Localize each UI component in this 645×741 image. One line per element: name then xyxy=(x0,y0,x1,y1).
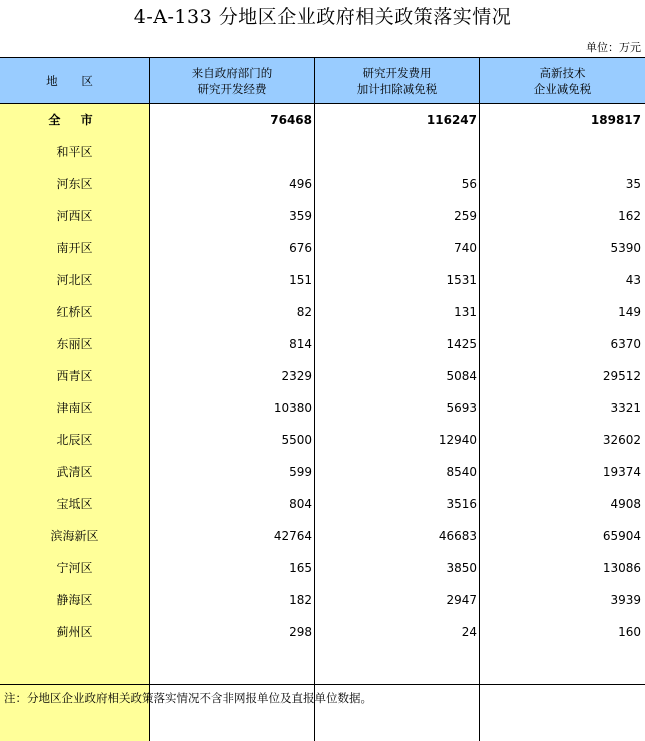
hightech-exemption-value: 6370 xyxy=(610,337,641,351)
table-row xyxy=(0,424,645,456)
hightech-exemption-value: 65904 xyxy=(602,529,641,543)
header-col2-line2: 加计扣除减免税 xyxy=(356,81,438,96)
hightech-exemption-value: 4908 xyxy=(610,497,641,511)
gov-rd-funds-value xyxy=(150,136,312,168)
region-name: 静海区 xyxy=(56,593,93,607)
region-name: 津南区 xyxy=(56,401,93,415)
region-name: 河北区 xyxy=(56,273,93,287)
table-row xyxy=(0,456,645,488)
region-name: 西青区 xyxy=(56,369,93,383)
gov-rd-funds-value: 599 xyxy=(289,465,312,479)
gov-rd-funds-value: 814 xyxy=(289,337,312,351)
table-row xyxy=(0,168,645,200)
table-row xyxy=(0,520,645,552)
note-divider xyxy=(0,684,645,685)
region-name: 北辰区 xyxy=(56,433,93,447)
table-row xyxy=(0,232,645,264)
header-gov-rd-funds xyxy=(150,57,315,104)
rd-deduction-value: 12940 xyxy=(438,433,477,447)
rd-deduction-value: 3516 xyxy=(446,497,477,511)
footnote: 注：分地区企业政府相关政策落实情况不含非网报单位及直报单位数据。 xyxy=(4,691,372,705)
hightech-exemption-value: 35 xyxy=(625,177,641,191)
region-name: 和平区 xyxy=(56,145,93,159)
rd-deduction-value: 5084 xyxy=(446,369,477,383)
gov-rd-funds-value: 82 xyxy=(296,305,312,319)
rd-deduction-value: 259 xyxy=(454,209,477,223)
table-body xyxy=(0,104,645,648)
table-row xyxy=(0,200,645,232)
hightech-exemption-value: 160 xyxy=(618,625,641,639)
hightech-exemption-value xyxy=(480,136,641,168)
region-name: 红桥区 xyxy=(56,305,93,319)
rd-deduction-value xyxy=(315,136,477,168)
gov-rd-funds-value: 10380 xyxy=(273,401,312,415)
table-row xyxy=(0,328,645,360)
hightech-exemption-value: 189817 xyxy=(590,113,641,127)
rd-deduction-value: 131 xyxy=(454,305,477,319)
header-col3-line1: 高新技术 xyxy=(539,65,586,80)
header-rd-deduction xyxy=(315,57,480,104)
region-name: 宝坻区 xyxy=(56,497,93,511)
table-row xyxy=(0,488,645,520)
region-name: 全 市 xyxy=(48,113,101,127)
hightech-exemption-value: 13086 xyxy=(602,561,641,575)
rd-deduction-value: 1531 xyxy=(446,273,477,287)
page-title: 4-A-133 分地区企业政府相关政策落实情况 xyxy=(133,6,512,28)
table-row xyxy=(0,392,645,424)
gov-rd-funds-value: 182 xyxy=(289,593,312,607)
gov-rd-funds-value: 76468 xyxy=(270,113,312,127)
hightech-exemption-value: 3321 xyxy=(610,401,641,415)
region-name: 河西区 xyxy=(56,209,93,223)
gov-rd-funds-value: 151 xyxy=(289,273,312,287)
table-row xyxy=(0,616,645,648)
gov-rd-funds-value: 2329 xyxy=(281,369,312,383)
gov-rd-funds-value: 676 xyxy=(289,241,312,255)
hightech-exemption-value: 149 xyxy=(618,305,641,319)
table-row xyxy=(0,584,645,616)
gov-rd-funds-value: 298 xyxy=(289,625,312,639)
header-hightech-exemption xyxy=(480,57,645,104)
table-row xyxy=(0,552,645,584)
hightech-exemption-value: 43 xyxy=(625,273,641,287)
rd-deduction-value: 3850 xyxy=(446,561,477,575)
table-row xyxy=(0,136,645,168)
region-name: 宁河区 xyxy=(56,561,93,575)
gov-rd-funds-value: 42764 xyxy=(273,529,312,543)
region-name: 南开区 xyxy=(56,241,93,255)
table-row xyxy=(0,264,645,296)
rd-deduction-value: 56 xyxy=(461,177,477,191)
header-region xyxy=(0,57,150,104)
header-col2-line1: 研究开发费用 xyxy=(362,65,432,80)
rd-deduction-value: 24 xyxy=(461,625,477,639)
table-row xyxy=(0,360,645,392)
gov-rd-funds-value: 804 xyxy=(289,497,312,511)
region-name: 武清区 xyxy=(56,465,93,479)
data-table xyxy=(0,57,645,718)
hightech-exemption-value: 29512 xyxy=(602,369,641,383)
hightech-exemption-value: 162 xyxy=(618,209,641,223)
gov-rd-funds-value: 496 xyxy=(289,177,312,191)
gov-rd-funds-value: 5500 xyxy=(281,433,312,447)
hightech-exemption-value: 3939 xyxy=(610,593,641,607)
region-name: 滨海新区 xyxy=(50,529,99,543)
unit-label: 单位：万元 xyxy=(586,41,641,54)
gov-rd-funds-value: 165 xyxy=(289,561,312,575)
region-name: 东丽区 xyxy=(56,337,93,351)
header-col3-line2: 企业减免税 xyxy=(533,81,592,96)
header-col1-line1: 来自政府部门的 xyxy=(191,65,273,80)
table-row xyxy=(0,296,645,328)
region-name: 蓟州区 xyxy=(56,625,93,639)
rd-deduction-value: 2947 xyxy=(446,593,477,607)
hightech-exemption-value: 19374 xyxy=(602,465,641,479)
rd-deduction-value: 116247 xyxy=(426,113,477,127)
header-col1-line2: 研究开发经费 xyxy=(197,81,267,96)
header-region-label: 地 区 xyxy=(46,73,103,88)
gov-rd-funds-value: 359 xyxy=(289,209,312,223)
table-row-total xyxy=(0,104,645,136)
rd-deduction-value: 5693 xyxy=(446,401,477,415)
rd-deduction-value: 1425 xyxy=(446,337,477,351)
hightech-exemption-value: 32602 xyxy=(602,433,641,447)
hightech-exemption-value: 5390 xyxy=(610,241,641,255)
rd-deduction-value: 8540 xyxy=(446,465,477,479)
rd-deduction-value: 46683 xyxy=(438,529,477,543)
rd-deduction-value: 740 xyxy=(454,241,477,255)
region-name: 河东区 xyxy=(56,177,93,191)
